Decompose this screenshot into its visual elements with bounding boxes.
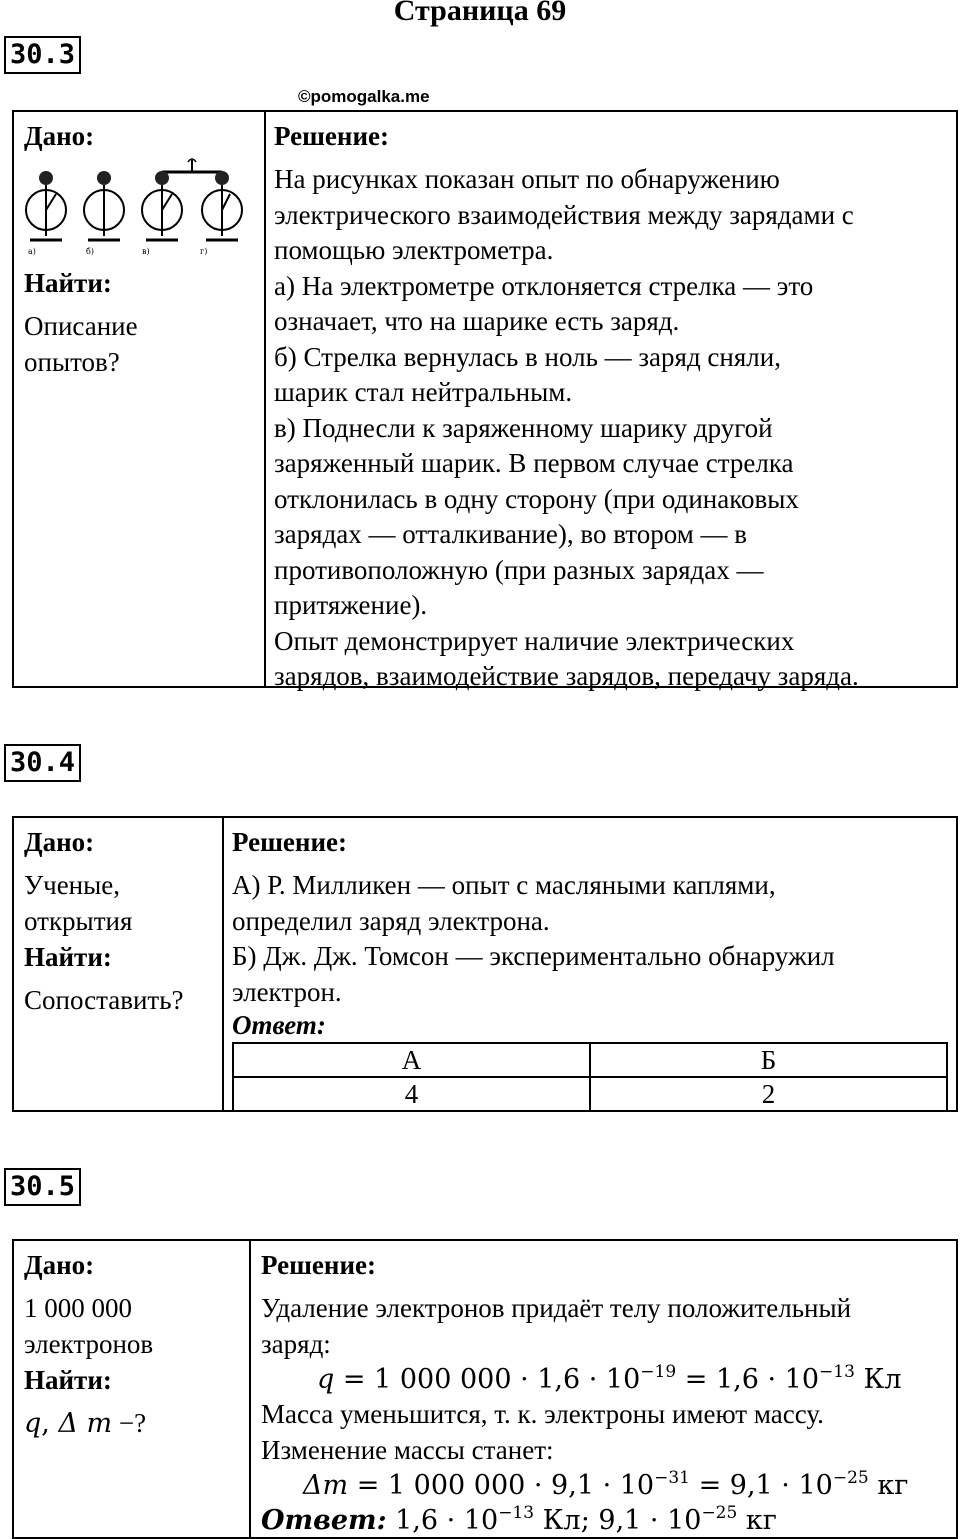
task-number-30-4: 30.4	[4, 744, 81, 782]
solution-line: Удаление электронов придаёт телу положительный	[261, 1293, 852, 1323]
electrometer-figure	[24, 158, 264, 263]
answer-unit: кг	[737, 1505, 777, 1536]
solution-line: Изменение массы станет:	[261, 1434, 554, 1465]
figure-label-a: а)	[28, 247, 36, 256]
answer-table-cell: 2	[590, 1077, 947, 1111]
given-line: Ученые,	[24, 870, 121, 900]
solution-line: Опыт демонстрирует наличие электрических	[274, 625, 795, 656]
solution-label: Решение:	[232, 827, 347, 857]
task-30-4-given-column	[14, 818, 224, 1110]
find-label: Найти:	[24, 942, 112, 972]
figure-label-d: г)	[200, 247, 208, 256]
find-var-dm: Δ m	[58, 1408, 113, 1439]
solution-line: электрического взаимодействия между зарядами с	[274, 199, 854, 230]
find-label: Найти:	[24, 1365, 112, 1395]
find-var-q: q	[24, 1408, 42, 1439]
task-30-3-given-column	[14, 112, 266, 686]
find-text: Сопоставить?	[24, 985, 184, 1015]
formula-mass	[261, 1468, 956, 1503]
solution-label: Решение:	[261, 1250, 376, 1280]
answer-exponent: −25	[701, 1503, 738, 1523]
solution-line: б) Стрелка вернулась в ноль — заряд сняли,	[274, 341, 781, 372]
solution-line: На рисунках показан опыт по обнаружению	[274, 164, 780, 194]
formula-charge	[261, 1362, 956, 1397]
answer-table-header: А	[233, 1043, 590, 1077]
electrometer-c	[142, 171, 182, 240]
solution-line: зарядов, взаимодействие зарядов, передачу заряда.	[274, 661, 859, 691]
formula-exponent: −19	[640, 1362, 677, 1382]
answer-label: Ответ:	[232, 1010, 326, 1040]
formula-exponent: −13	[819, 1362, 855, 1382]
formula-unit: кг	[868, 1470, 909, 1501]
formula-exponent: −31	[654, 1468, 690, 1488]
find-label: Найти:	[24, 268, 112, 298]
answer-exponent: −13	[498, 1503, 535, 1523]
formula-part: = 9,1 · 10	[690, 1470, 833, 1501]
given-line: открытия	[24, 905, 133, 936]
electrometer-a	[26, 171, 66, 240]
task-30-3-solution-column	[266, 112, 956, 691]
solution-line: в) Поднесли к заряженному шарику другой	[274, 412, 773, 443]
formula-part: = 1,6 · 10	[676, 1364, 820, 1395]
answer-part: Кл; 9,1 · 10	[534, 1505, 702, 1536]
formula-var: Δm	[303, 1470, 349, 1501]
solution-line: а) На электрометре отклоняется стрелка — это	[274, 270, 814, 301]
solution-line: электрон.	[232, 976, 342, 1007]
formula-unit: Кл	[854, 1364, 902, 1395]
answer-table-header: Б	[590, 1043, 947, 1077]
electrometer-illustration	[24, 158, 256, 258]
answer-part: 1,6 · 10	[386, 1505, 499, 1536]
given-line: электронов	[24, 1328, 154, 1359]
task-30-5-solution-column	[251, 1241, 956, 1537]
solution-line: Масса уменьшится, т. к. электроны имеют массу.	[261, 1399, 824, 1429]
watermark: ©pomogalka.me	[298, 87, 430, 106]
electrometer-b	[84, 171, 124, 240]
formula-part: = 1 000 000 · 9,1 · 10	[348, 1470, 655, 1501]
solution-line: противоположную (при разных зарядах —	[274, 554, 764, 585]
solution-line: определил заряд электрона.	[232, 905, 550, 936]
given-line: 1 000 000	[24, 1293, 132, 1323]
answer-table-cell: 4	[233, 1077, 590, 1111]
solution-line: отклонилась в одну сторону (при одинаковых	[274, 483, 799, 514]
solution-line: заряд:	[261, 1328, 331, 1359]
solution-line: означает, что на шарике есть заряд.	[274, 306, 680, 336]
formula-exponent: −25	[832, 1468, 869, 1488]
page-title: Страница 69	[393, 0, 567, 27]
solution-label: Решение:	[274, 121, 389, 151]
solution-line: А) Р. Милликен — опыт с масляными каплями,	[232, 870, 776, 900]
task-number-30-5: 30.5	[4, 1168, 81, 1206]
answer-table	[232, 1042, 948, 1112]
answer-label: Ответ:	[261, 1505, 387, 1536]
solution-line: шарик стал нейтральным.	[274, 377, 573, 407]
task-30-4-box	[12, 816, 958, 1112]
task-30-5-box	[12, 1239, 958, 1539]
task-number-30-3: 30.3	[4, 36, 81, 74]
solution-line: помощью электрометра.	[274, 235, 554, 265]
solution-line: притяжение).	[274, 590, 428, 620]
solution-line: заряженный шарик. В первом случае стрелка	[274, 448, 794, 478]
answer-line	[261, 1503, 956, 1538]
find-text: Описание опытов?	[24, 311, 138, 377]
task-30-5-given-column	[14, 1241, 251, 1537]
formula-var: q	[317, 1364, 335, 1395]
given-label: Дано:	[24, 121, 95, 151]
solution-line: Б) Дж. Дж. Томсон — экспериментально обнаружил	[232, 941, 835, 971]
given-label: Дано:	[24, 1250, 95, 1280]
figure-label-c: в)	[142, 247, 150, 256]
find-suffix: −?	[112, 1408, 147, 1438]
formula-part: = 1 000 000 · 1,6 · 10	[334, 1364, 641, 1395]
given-label: Дано:	[24, 827, 95, 857]
task-30-3-box	[12, 110, 958, 691]
answer-table-header-row	[233, 1043, 947, 1077]
electrometer-d	[202, 171, 242, 240]
solution-line: зарядах — отталкивание), во втором — в	[274, 519, 748, 549]
figure-label-b: б)	[86, 247, 94, 256]
find-text: q, Δ m −?	[24, 1408, 147, 1439]
task-30-4-solution-column	[224, 818, 956, 1110]
answer-table-value-row	[233, 1077, 947, 1111]
